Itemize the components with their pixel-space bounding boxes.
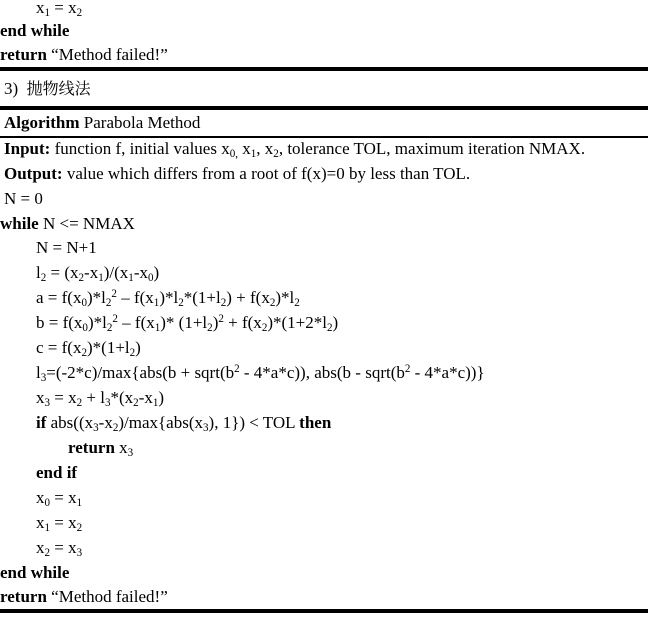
prev-end-while: end while	[0, 21, 70, 40]
prev-return-line: return “Method failed!”	[0, 45, 168, 64]
while-line: while N <= NMAX	[0, 214, 135, 233]
c-line: $c = f(x_2)*(1+l_2)$	[36, 338, 141, 359]
return-failed-line: return “Method failed!”	[0, 587, 168, 606]
algorithm-top-rule	[0, 106, 648, 110]
x0-assign-line: $x_0 = x_1$	[36, 488, 83, 509]
a-line: $a = f(x_0)*l_2^2 - f(x_1)*l_2*(1+l_2) + f(x_2)*l_2$	[36, 287, 300, 309]
l2-line: $l_2 = (x_2-x_1)/(x_1-x_0)$	[36, 263, 160, 284]
bottom-rule	[0, 609, 648, 613]
algorithm-title: Algorithm Parabola Method	[4, 113, 201, 132]
end-while-line: end while	[0, 563, 70, 582]
section-heading: 3) 抛物线法	[4, 79, 91, 98]
init-line: N = 0	[4, 189, 43, 208]
top-rule	[0, 67, 648, 71]
x2-assign-line: $x_2 = x_3$	[36, 538, 83, 559]
return-x3-line: return $x_3$	[68, 438, 134, 459]
increment-line: N = N+1	[36, 238, 97, 257]
end-if-line: end if	[36, 463, 78, 482]
prev-assign-line: $x_1 = x_2$	[36, 0, 83, 19]
x3-line: $x_3 = x_2 + l_3*(x_2-x_1)$	[36, 388, 165, 409]
output-line: Output: value which differs from a root of f(x)=0 by less than TOL.	[4, 164, 471, 183]
input-line: Input: function f, initial values $x_{0,}$ $x_1$, $x_2$, tolerance TOL, maximum iteration NMAX.	[4, 139, 586, 160]
if-line: if $abs((x_3-x_2)/\max\{abs(x_3)$, 1}) < TOL then	[36, 413, 332, 434]
x1-assign-line: $x_1 = x_2$	[36, 513, 83, 534]
b-line: $b = f(x_0)*l_2^2 - f(x_1)*$ $(1+l_2)^2 + f(x_2)*(1+2*l_2)$	[36, 312, 339, 334]
l3-line: $l_3=(-2*c)/\max\{abs(b$ + $sqrt(b^2 - 4*a*c)$), $abs(b - sqrt(b^2 - 4*a*c))$}	[36, 362, 485, 384]
